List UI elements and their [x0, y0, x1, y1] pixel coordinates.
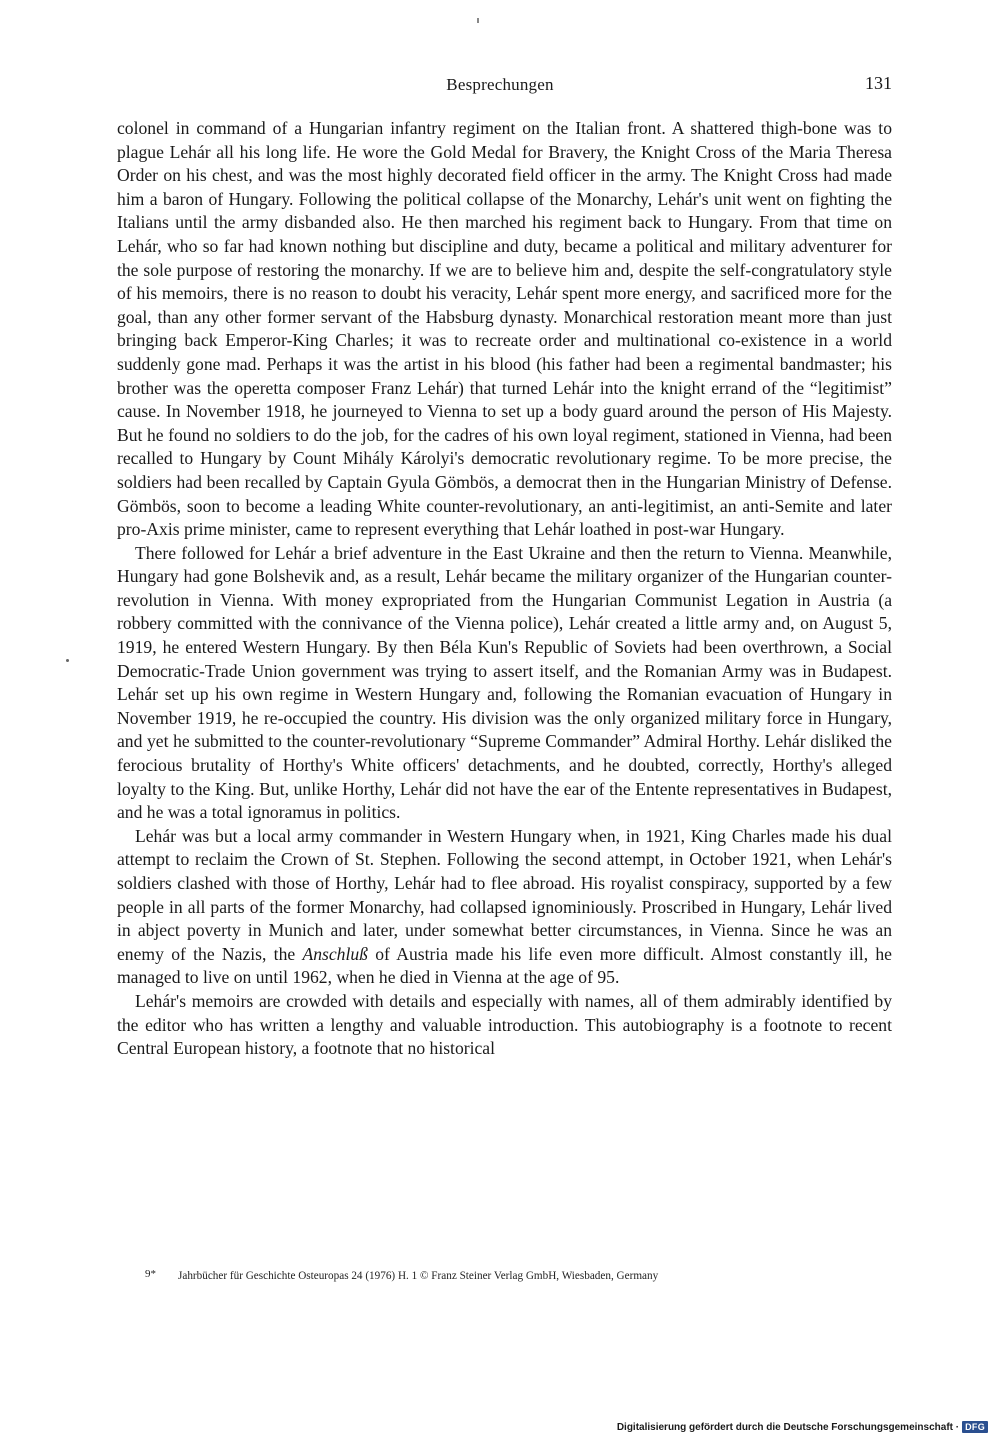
funding-notice: [617, 1421, 988, 1433]
dfg-logo-icon: DFG: [962, 1421, 988, 1433]
journal-citation: Jahrbücher für Geschichte Osteuropas 24 (1976) H. 1 © Franz Steiner Verlag GmbH, Wiesbaden, Germany: [178, 1270, 659, 1282]
anschluss-term: Anschluß: [302, 943, 368, 964]
scan-artifact: [477, 18, 479, 23]
paragraph-1: colonel in command of a Hungarian infantry regiment on the Italian front. A shattered thigh-bone was to plague Lehár all his long life. He wore the Gold Medal for Bravery, the Knight Cross of the Maria Theresa Order on his chest, and was the most highly decorated field officer in the army. The Knight Cross had made him a baron of Hungary. Following the political collapse of the Monarchy, Lehár's unit went on fighting the Italians until the army disbanded also. He then marched his regiment back to Hungary. From that time on Lehár, who so far had known nothing but discipline and duty, became a political and military adventurer for the sole purpose of restoring the monarchy. If we are to believe him and, despite the self-congratulatory style of his memoirs, there is no reason to doubt his veracity, Lehár spent more energy, and sacrificed more for the goal, than any other former servant of the Habsburg dynasty. Monarchical restoration meant more than just bringing back Emperor-King Charles; it was to recreate order and multinational co-existence in a world suddenly gone mad. Perhaps it was the artist in his blood (his father had been a regimental bandmaster; his brother was the operetta composer Franz Lehár) that turned Lehár into the knight errand of the “legitimist” cause. In November 1918, he journeyed to Vienna to set up a body guard around the person of His Majesty. But he found no soldiers to do the job, for the cadres of his own loyal regiment, stationed in Vienna, had been recalled to Hungary by Count Mihály Károlyi's democratic revolutionary regime. To be more precise, the soldiers had been recalled by Captain Gyula Gömbös, a democrat then in the Hungarian Ministry of Defense. Gömbös, soon to become a leading White counter-revolutionary, an anti-legitimist, an anti-Semite and later pro-Axis prime minister, came to represent everything that Lehár loathed in post-war Hungary.: [117, 118, 892, 540]
paragraph-2: There followed for Lehár a brief adventure in the East Ukraine and then the return to Vienna. Meanwhile, Hungary had gone Bolshevik and, as a result, Lehár became the military organizer of the Hungarian counter-revolution in Vienna. With money expropriated from the Hungarian Communist Legation in Austria (a robbery committed with the connivance of the Vienna police), Lehár created a little army and, on August 5, 1919, he entered Western Hungary. By then Béla Kun's Republic of Soviets had been overthrown, a Social Democratic-Trade Union government was trying to assert itself, and the Romanian Army was in Budapest. Lehár set up his own regime in Western Hungary and, following the Romanian evacuation of Hungary in November 1919, he re-occupied the country. His division was the only organized military force in Hungary, and yet he submitted to the counter-revolutionary “Supreme Commander” Admiral Horthy. Lehár disliked the ferocious brutality of Horthy's White officers' detachments, and he doubted, correctly, Horthy's alleged loyalty to the King. But, unlike Horthy, Lehár did not have the ear of the Entente representatives in Budapest, and he was a total ignoramus in politics.: [117, 542, 892, 823]
funding-text: Digitalisierung gefördert durch die Deutsche Forschungsgemeinschaft ·: [616, 1421, 960, 1433]
page-number: 131: [865, 73, 892, 93]
article-body: [117, 117, 892, 1061]
paragraph-3-start: Lehár was but a local army commander in Western Hungary when, in 1921, King Charles made his dual attempt to reclaim the Crown of St. Stephen. Following the second attempt, in October 1921, when Lehár's soldiers clashed with those of Horthy, Lehár had to flee abroad. His royalist conspiracy, supported by a few people in all parts of the former Monarchy, had collapsed ignominiously. Proscribed in Hungary, Lehár lived in abject poverty in Munich and later, under somewhat better circumstances, in Vienna. Since he was an enemy of the Nazis, the: [117, 825, 892, 964]
paragraph-4: Lehár's memoirs are crowded with details and especially with names, all of them admirably identified by the editor who has written a lengthy and valuable introduction. This autobiography is a footnote to recent Central European history, a footnote that no historical: [117, 990, 892, 1059]
paragraph-3-end: of Austria made his life even more difficult. Almost constantly ill, he managed to live on until 1962, when he died in Vienna at the age of 95.: [117, 943, 892, 988]
running-header: Besprechungen: [446, 75, 554, 94]
paragraph-3: [117, 825, 892, 990]
scan-artifact: [66, 659, 69, 662]
sheet-signature: 9*: [145, 1268, 156, 1280]
